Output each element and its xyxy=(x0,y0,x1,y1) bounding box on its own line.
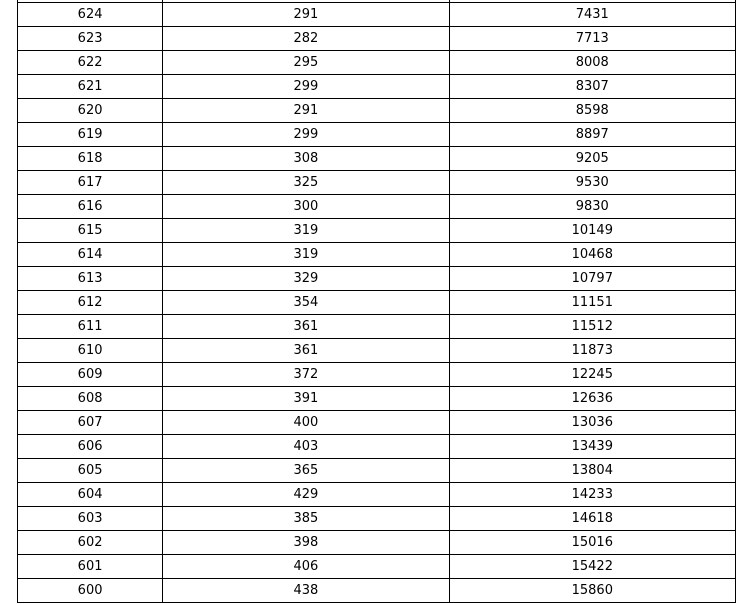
score-cell: 621 xyxy=(18,75,163,99)
table-row xyxy=(18,51,736,75)
count-cell: 398 xyxy=(163,531,449,555)
score-cell: 607 xyxy=(18,411,163,435)
score-table-body xyxy=(18,0,736,603)
table-row xyxy=(18,3,736,27)
score-cell: 608 xyxy=(18,387,163,411)
cumulative-cell: 9830 xyxy=(449,195,735,219)
table-row xyxy=(18,147,736,171)
cumulative-cell: 8307 xyxy=(449,75,735,99)
cumulative-cell: 12245 xyxy=(449,363,735,387)
table-row xyxy=(18,387,736,411)
count-cell: 391 xyxy=(163,387,449,411)
count-cell: 308 xyxy=(163,147,449,171)
table-row xyxy=(18,243,736,267)
count-cell: 329 xyxy=(163,267,449,291)
count-cell: 361 xyxy=(163,315,449,339)
score-cell: 600 xyxy=(18,579,163,603)
score-cell: 611 xyxy=(18,315,163,339)
cumulative-cell: 10149 xyxy=(449,219,735,243)
score-cell: 617 xyxy=(18,171,163,195)
score-cell: 613 xyxy=(18,267,163,291)
count-cell: 291 xyxy=(163,3,449,27)
score-cell: 620 xyxy=(18,99,163,123)
count-cell: 385 xyxy=(163,507,449,531)
score-cell: 610 xyxy=(18,339,163,363)
count-cell: 282 xyxy=(163,27,449,51)
table-row xyxy=(18,291,736,315)
score-cell: 615 xyxy=(18,219,163,243)
count-cell: 300 xyxy=(163,195,449,219)
cumulative-cell: 14618 xyxy=(449,507,735,531)
count-cell: 438 xyxy=(163,579,449,603)
score-cell: 603 xyxy=(18,507,163,531)
count-cell: 354 xyxy=(163,291,449,315)
table-row xyxy=(18,459,736,483)
cumulative-cell: 13804 xyxy=(449,459,735,483)
table-row xyxy=(18,531,736,555)
score-cell: 622 xyxy=(18,51,163,75)
score-cell: 602 xyxy=(18,531,163,555)
table-row xyxy=(18,483,736,507)
cumulative-cell: 15422 xyxy=(449,555,735,579)
cumulative-cell: 9530 xyxy=(449,171,735,195)
cumulative-cell: 7431 xyxy=(449,3,735,27)
table-row xyxy=(18,99,736,123)
cumulative-cell: 9205 xyxy=(449,147,735,171)
score-cell: 606 xyxy=(18,435,163,459)
score-cell: 623 xyxy=(18,27,163,51)
cumulative-cell: 7713 xyxy=(449,27,735,51)
table-row xyxy=(18,435,736,459)
count-cell: 291 xyxy=(163,99,449,123)
cumulative-cell: 8008 xyxy=(449,51,735,75)
table-row xyxy=(18,267,736,291)
score-cell: 605 xyxy=(18,459,163,483)
score-table xyxy=(17,0,736,603)
cumulative-cell: 8598 xyxy=(449,99,735,123)
count-cell: 365 xyxy=(163,459,449,483)
count-cell: 400 xyxy=(163,411,449,435)
count-cell: 299 xyxy=(163,123,449,147)
count-cell: 295 xyxy=(163,51,449,75)
table-row xyxy=(18,123,736,147)
score-cell: 619 xyxy=(18,123,163,147)
score-cell: 601 xyxy=(18,555,163,579)
cumulative-cell: 15860 xyxy=(449,579,735,603)
cumulative-cell: 13036 xyxy=(449,411,735,435)
table-row xyxy=(18,27,736,51)
count-cell: 403 xyxy=(163,435,449,459)
cumulative-cell: 14233 xyxy=(449,483,735,507)
table-row xyxy=(18,75,736,99)
count-cell: 372 xyxy=(163,363,449,387)
count-cell: 325 xyxy=(163,171,449,195)
score-cell: 614 xyxy=(18,243,163,267)
count-cell: 429 xyxy=(163,483,449,507)
score-cell: 604 xyxy=(18,483,163,507)
table-row xyxy=(18,219,736,243)
count-cell: 319 xyxy=(163,243,449,267)
score-cell: 609 xyxy=(18,363,163,387)
table-row xyxy=(18,339,736,363)
table-row xyxy=(18,579,736,603)
count-cell: 319 xyxy=(163,219,449,243)
table-row xyxy=(18,195,736,219)
table-row xyxy=(18,411,736,435)
table-row xyxy=(18,315,736,339)
cumulative-cell: 10797 xyxy=(449,267,735,291)
cumulative-cell: 8897 xyxy=(449,123,735,147)
cumulative-cell: 15016 xyxy=(449,531,735,555)
cumulative-cell: 11151 xyxy=(449,291,735,315)
score-cell: 612 xyxy=(18,291,163,315)
table-row xyxy=(18,171,736,195)
score-cell: 624 xyxy=(18,3,163,27)
cumulative-cell: 12636 xyxy=(449,387,735,411)
cumulative-cell: 13439 xyxy=(449,435,735,459)
score-cell: 618 xyxy=(18,147,163,171)
cumulative-cell: 11873 xyxy=(449,339,735,363)
table-row xyxy=(18,555,736,579)
table-row xyxy=(18,507,736,531)
count-cell: 406 xyxy=(163,555,449,579)
cumulative-cell: 10468 xyxy=(449,243,735,267)
count-cell: 299 xyxy=(163,75,449,99)
cumulative-cell: 11512 xyxy=(449,315,735,339)
table-row xyxy=(18,363,736,387)
score-cell: 616 xyxy=(18,195,163,219)
count-cell: 361 xyxy=(163,339,449,363)
